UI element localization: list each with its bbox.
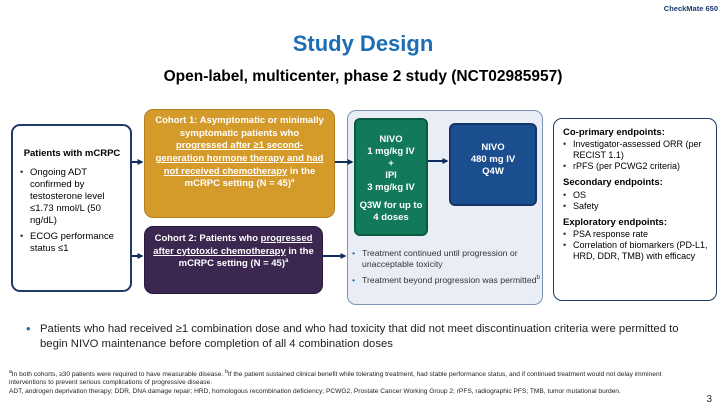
- footnote-b: If the patient sustained clinical benefit while tolerating treatment, had stable performance status, and if continued treatment would not delay imminent interventions to prevent serious complications of progressive disease.: [9, 371, 662, 387]
- maintenance-note: [26, 322, 706, 351]
- cohort-2-text-b: in the mCRPC setting (N = 45): [178, 245, 314, 270]
- patients-criterion: • ECOG performance status ≤1: [20, 231, 124, 255]
- maintenance-line: NIVO: [481, 142, 505, 153]
- cohort-1-text-a: Cohort 1: Asymptomatic or minimally symptomatic patients who: [155, 115, 324, 139]
- footnotes: [9, 369, 689, 396]
- maintenance-line: Q4W: [482, 166, 504, 178]
- footnote-a: In both cohorts, ≥30 patients were required to have measurable disease.: [11, 371, 226, 379]
- combo-schedule: Q3W for up to 4 doses: [359, 200, 423, 224]
- footnote-b-mark: b: [225, 369, 228, 375]
- patients-heading: Patients with mCRPC: [23, 148, 121, 159]
- endpoint-item: • rPFS (per PCWG2 criteria): [563, 161, 710, 172]
- treatment-note: • Treatment beyond progression was permitted$^b$: [352, 275, 540, 286]
- slide-subtitle: Open-label, multicenter, phase 2 study (NCT02985957): [163, 68, 563, 85]
- page-number: 3: [706, 394, 712, 405]
- endpoint-item: • Safety: [563, 201, 710, 212]
- treatment-note: • Treatment continued until progression or unacceptable toxicity: [352, 248, 540, 270]
- cohort-2-footnote-mark: a: [285, 258, 289, 265]
- endpoint-item: • Investigator-assessed ORR (per RECIST 1.1): [563, 139, 710, 161]
- cohort-1-text-b: in the mCRPC setting (N = 45): [184, 165, 316, 190]
- exploratory-heading: Exploratory endpoints:: [563, 216, 667, 228]
- combo-line: NIVO: [379, 134, 403, 145]
- coprimary-heading: Co-primary endpoints:: [563, 127, 665, 138]
- combo-line: 3 mg/kg IV: [367, 182, 415, 194]
- maintenance-note-text: Patients who had received ≥1 combination dose and who had toxicity that did not meet discontinuation criteria were permitted to begin NIVO maintenance before completion of all 4 combination doses: [40, 323, 679, 350]
- cohort-1-footnote-mark: a: [291, 178, 295, 185]
- combo-line: 1 mg/kg IV: [367, 146, 415, 158]
- cohort-1-text-underlined: progressed after ≥1 second-generation hormone therapy and had not received chemotherapy: [155, 140, 324, 177]
- treatment-note-footnote-mark: b: [536, 274, 540, 281]
- secondary-heading: Secondary endpoints:: [563, 177, 663, 189]
- abbreviations: ADT, androgen deprivation therapy; DDR, DNA damage repair; HRD, homologous recombination deficiency; PCWG2, Prostate Cancer Working Group 2; rPFS, radiographic PFS; TMB, tumor mutational burden.: [9, 387, 621, 395]
- combo-line: IPI: [385, 170, 397, 182]
- maintenance-line: 480 mg IV: [470, 154, 516, 166]
- endpoint-item: • Correlation of biomarkers (PD-L1, HRD, DDR, TMB) with efficacy: [563, 240, 710, 262]
- cohort-2-text-underlined: progressed after cytotoxic chemotherapy: [153, 233, 313, 257]
- endpoint-item: • OS: [563, 190, 710, 201]
- footnote-a-mark: a: [9, 369, 12, 375]
- endpoint-item: • PSA response rate: [563, 229, 710, 240]
- study-tag: CheckMate 650: [663, 4, 718, 13]
- combo-line: +: [388, 158, 394, 170]
- slide-title: Study Design: [292, 31, 434, 56]
- patients-criterion: • Ongoing ADT confirmed by testosterone level ≤1.73 nmol/L (50 ng/dL): [20, 167, 124, 226]
- bullet-marker: •: [26, 321, 31, 336]
- cohort-2-text-a: Cohort 2: Patients who: [154, 233, 261, 244]
